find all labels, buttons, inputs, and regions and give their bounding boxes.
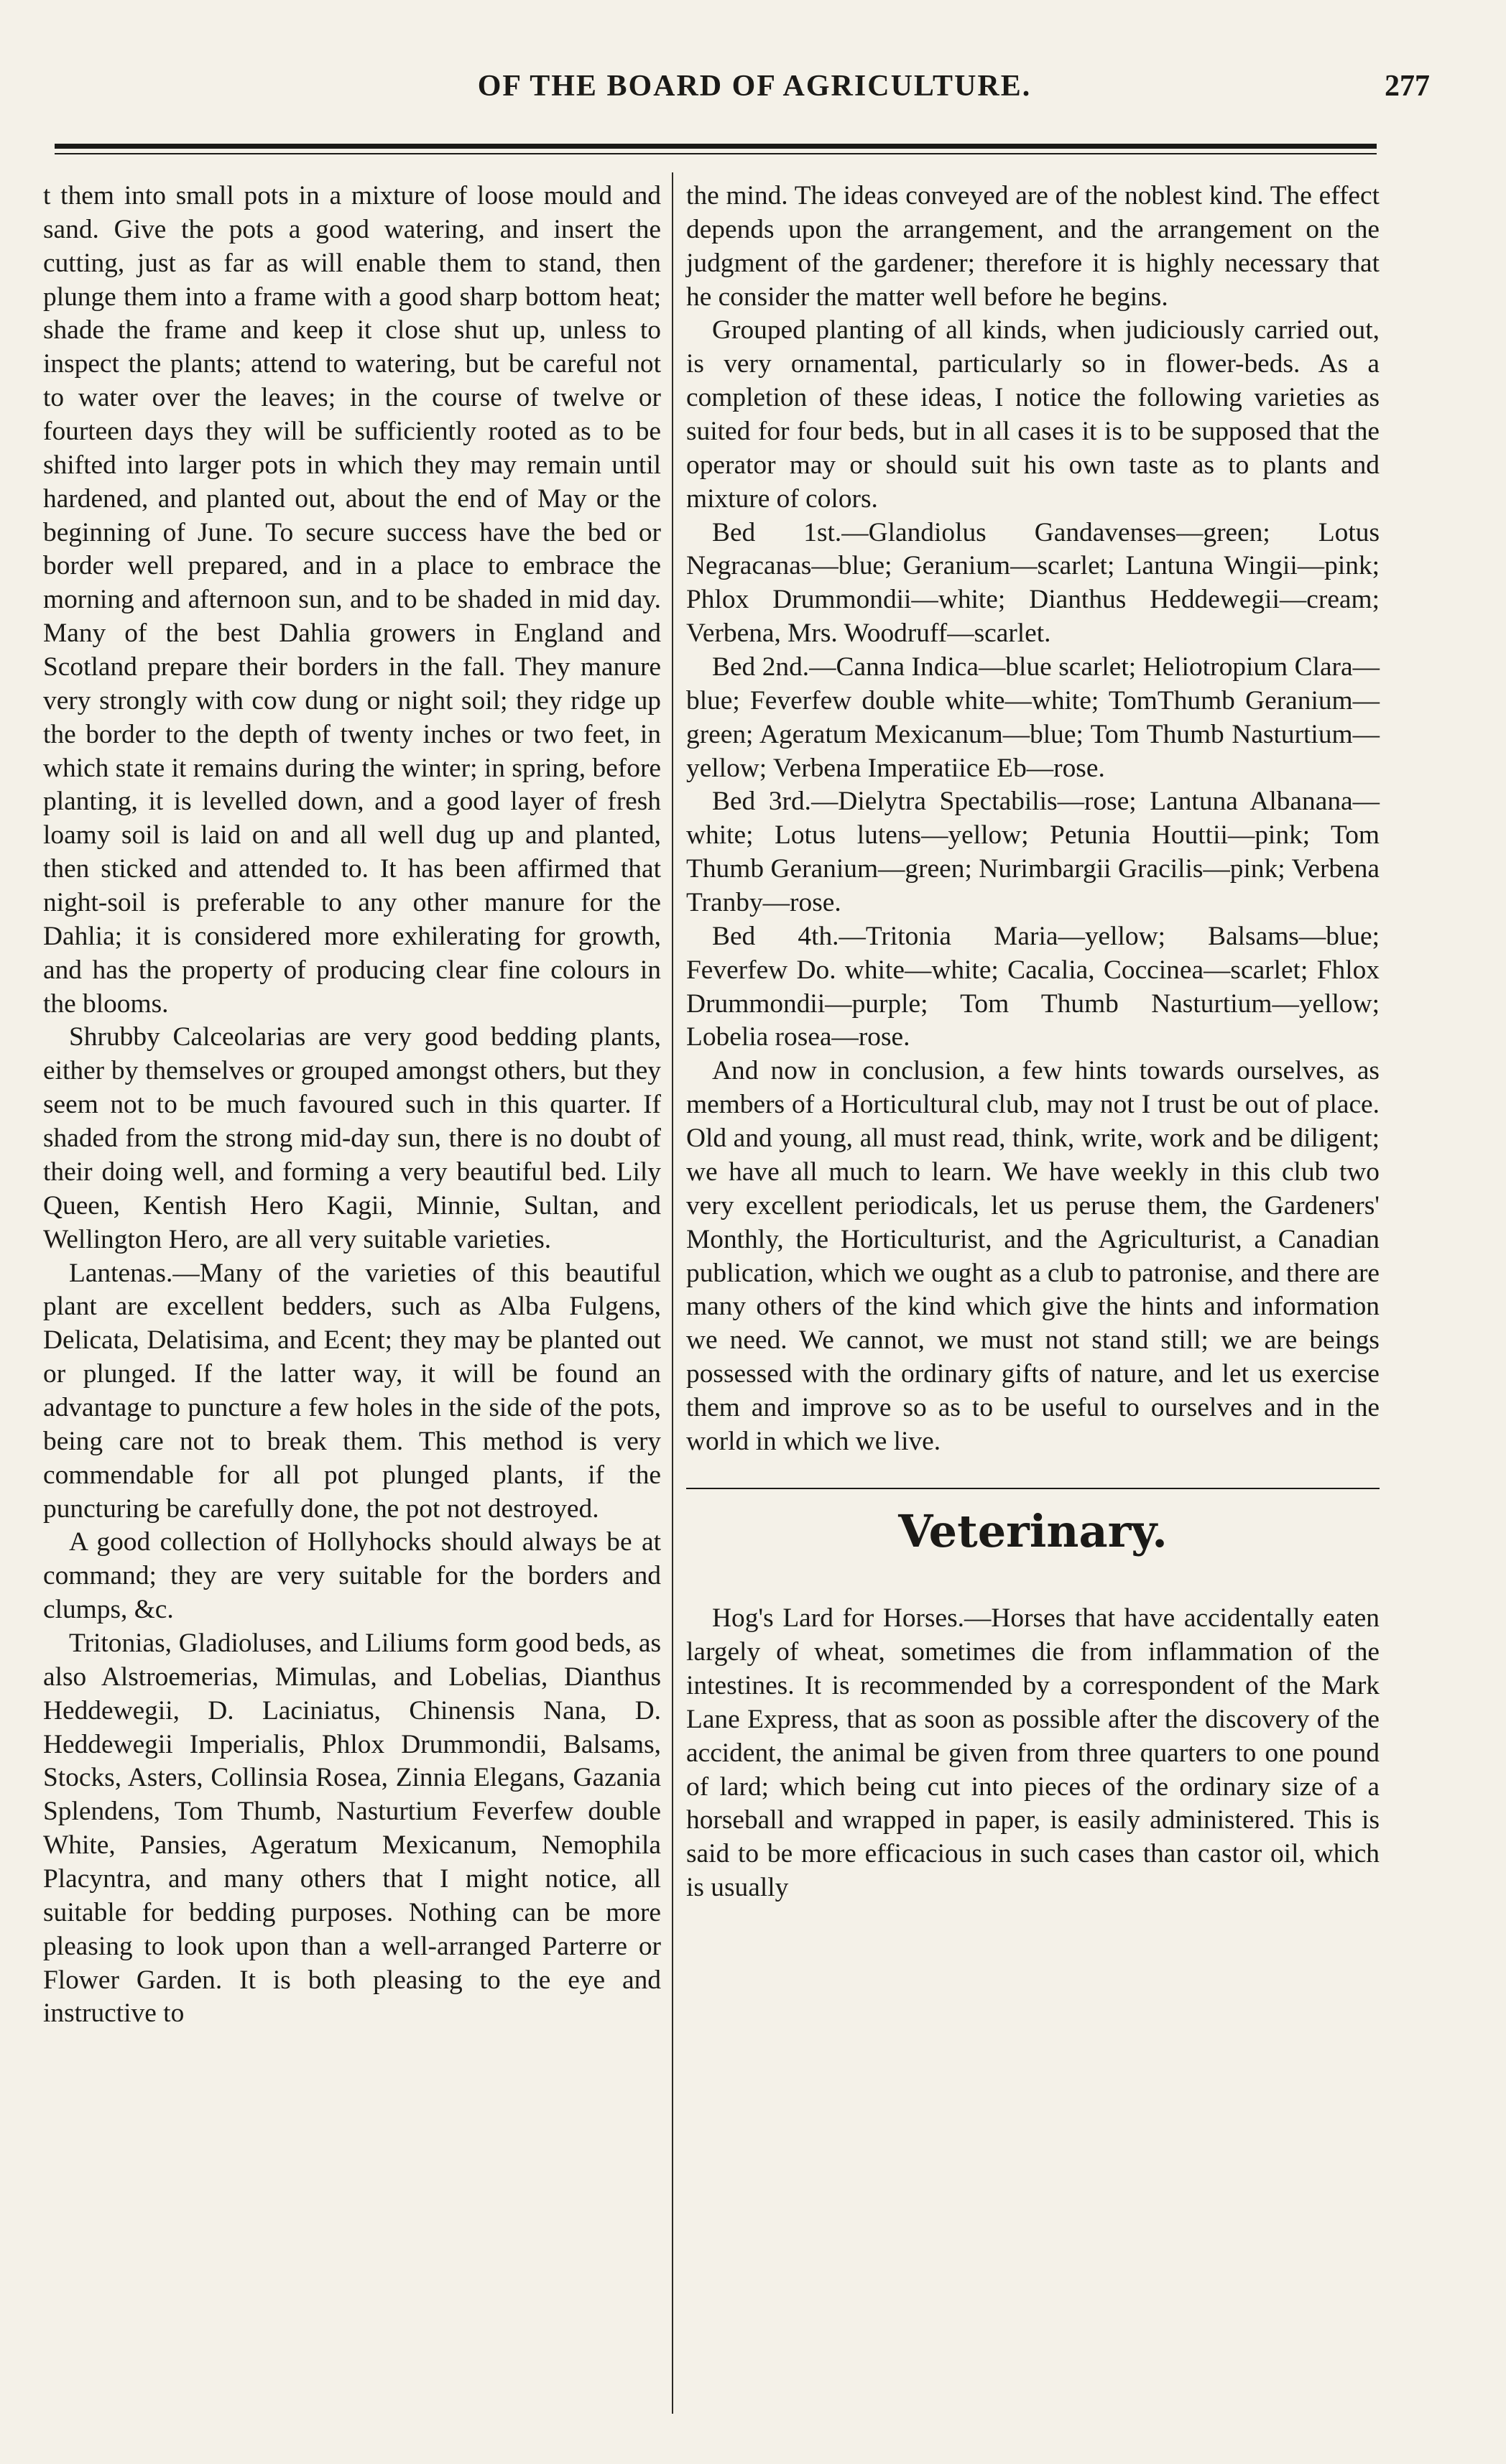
- left-paragraph-3: Lantenas.—Many of the varieties of this beautiful plant are excellent bedders, such as Alba Fulgens, Delicata, Delatisima, and Ecent; they may be planted out or plunged. If the latter way, it will be found an advantage to puncture a few holes in the side of the pots, being care not to break them. This method is very commendable for all pot plunged plants, if the puncturing be carefully done, the pot not destroyed.: [43, 1258, 661, 1524]
- left-paragraph-2: Shrubby Calceolarias are very good bedding plants, either by themselves or grouped amongst others, but they seem not to be much favoured such in this quarter. If shaded from the strong mid-day sun, there is no doubt of their doing well, and forming a very beautiful bed. Lily Queen, Kentish Hero Kagii, Minnie, Sultan, and Wellington Hero, are all very suitable varieties.: [43, 1022, 661, 1254]
- page-header-title: OF THE BOARD OF AGRICULTURE.: [477, 70, 1032, 103]
- left-column: [43, 180, 661, 2031]
- left-paragraph-5: Tritonias, Gladioluses, and Liliums form good beds, as also Alstroemerias, Mimulas, and Lobelias, Dianthus Heddewegii, D. Laciniatus, Chinensis Nana, D. Heddewegii Imperialis, Phlox Drummondii, Balsams, Stocks, Asters, Collinsia Rosea, Zinnia Elegans, Gazania Splendens, Tom Thumb, Nasturtium Feverfew double White, Pansies, Ageratum Mexicanum, Nemophila Placyntra, and many others that I might notice, all suitable for bedding purposes. Nothing can be more pleasing to look upon than a well-arranged Parterre or Flower Garden. It is both pleasing to the eye and instructive to: [43, 1628, 661, 2029]
- left-paragraph-4: A good collection of Hollyhocks should always be at command; they are very suitable for the borders and clumps, &c.: [43, 1527, 661, 1625]
- bed-1-paragraph: Bed 1st.—Glandiolus Gandavenses—green; Lotus Negracanas—blue; Geranium—scarlet; Lantuna Wingii—pink; Phlox Drummondii—white; Dianthus Heddewegii—cream; Verbena, Mrs. Woodruff—scarlet.: [686, 517, 1380, 649]
- section-title-veterinary: Veterinary.: [898, 1504, 1168, 1557]
- page-number: 277: [1385, 70, 1430, 103]
- right-paragraph-2: Grouped planting of all kinds, when judiciously carried out, is very ornamental, particularly so in flower-beds. As a completion of these ideas, I notice the following varieties as suited for four beds, but in all cases it is to be supposed that the operator may or should suit his own taste as to plants and mixture of colors.: [686, 315, 1380, 514]
- right-column: [686, 180, 1380, 1905]
- header-rule-thick: [55, 144, 1377, 149]
- conclusion-paragraph: And now in conclusion, a few hints towards ourselves, as members of a Horticultural club, may not I trust be out of place. Old and young, all must read, think, write, work and be diligent; we have all much to learn. We have weekly in this club two very excellent periodicals, let us peruse them, the Gardeners' Monthly, the Horticulturist, and the Agriculturist, a Canadian publication, which we ought as a club to patronise, and there are many others of the kind which give the hints and information we need. We cannot, we must not stand still; we are beings possessed with the ordinary gifts of nature, and let us exercise them and improve so as to be useful to ourselves and in the world in which we live.: [686, 1056, 1380, 1456]
- running-head: [65, 69, 1444, 112]
- left-paragraph-1: t them into small pots in a mixture of loose mould and sand. Give the pots a good watering, and insert the cutting, just as far as will enable them to stand, then plunge them into a frame with a good sharp bottom heat; shade the frame and keep it close shut up, unless to inspect the plants; attend to watering, but be careful not to water over the leaves; in the course of twelve or fourteen days they will be sufficiently rooted as to be shifted into larger pots in which they may remain until hardened, and planted out, about the end of May or the beginning of June. To secure success have the bed or border well prepared, and in a place to embrace the morning and afternoon sun, and to be shaded in mid day. Many of the best Dahlia growers in England and Scotland prepare their borders in the fall. They manure very strongly with cow dung or night soil; they ridge up the border to the depth of twenty inches or two feet, in which state it remains during the winter; in spring, before planting, it is levelled down, and a good layer of fresh loamy soil is laid on and all well dug up and planted, then sticked and attended to. It has been affirmed that night-soil is preferable to any other manure for the Dahlia; it is considered more exhilerating for growth, and has the property of producing clear fine colours in the blooms.: [43, 181, 661, 1019]
- header-rule-thin: [55, 153, 1377, 154]
- right-paragraph-1: the mind. The ideas conveyed are of the noblest kind. The effect depends upon the arrangement, and the arrangement on the judgment of the gardener; therefore it is highly necessary that he consider the matter well before he begins.: [686, 181, 1380, 312]
- bed-3-paragraph: Bed 3rd.—Dielytra Spectabilis—rose; Lantuna Albanana—white; Lotus lutens—yellow; Petunia Houttii—pink; Tom Thumb Geranium—green; Nurimbargii Gracilis—pink; Verbena Tranby—rose.: [686, 787, 1380, 918]
- bed-2-paragraph: Bed 2nd.—Canna Indica—blue scarlet; Heliotropium Clara—blue; Feverfew double white—white; TomThumb Geranium—green; Ageratum Mexicanum—blue; Tom Thumb Nasturtium—yellow; Verbena Imperatiice Eb—rose.: [686, 652, 1380, 783]
- section-divider: [686, 1488, 1380, 1489]
- bed-4-paragraph: Bed 4th.—Tritonia Maria—yellow; Balsams—blue; Feverfew Do. white—white; Cacalia, Coccinea—scarlet; Fhlox Drummondii—purple; Tom Thumb Nasturtium—yellow; Lobelia rosea—rose.: [686, 921, 1380, 1052]
- column-divider: [672, 172, 673, 2414]
- veterinary-paragraph-1: Hog's Lard for Horses.—Horses that have accidentally eaten largely of wheat, sometimes die from inflammation of the intestines. It is recommended by a correspondent of the Mark Lane Express, that as soon as possible after the discovery of the accident, the animal be given from three quarters to one pound of lard; which being cut into pieces of the ordinary size of a horseball and wrapped in paper, is easily administered. This is said to be more efficacious in such cases than castor oil, which is usually: [686, 1603, 1380, 1903]
